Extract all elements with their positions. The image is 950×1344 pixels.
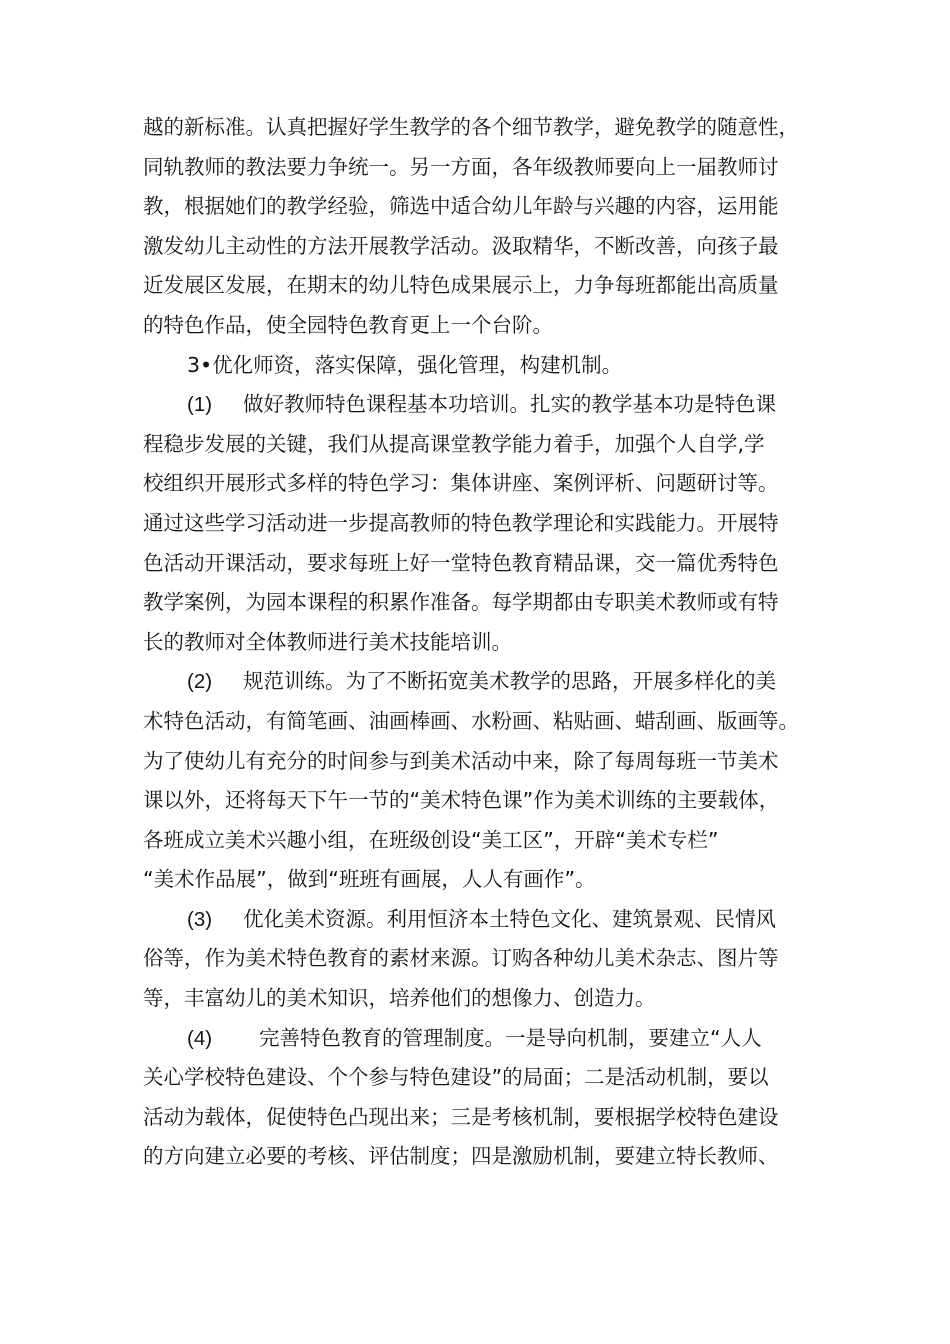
paragraph-line: 越的新标准。认真把握好学生教学的各个细节教学，避免教学的随意性， <box>143 115 799 139</box>
paragraph-line: 激发幼儿主动性的方法开展教学活动。汲取精华，不断改善，向孩子最 <box>143 233 779 258</box>
paragraph-line: 通过这些学习活动进一步提高教师的特色教学理论和实践能力。开展特 <box>143 510 779 535</box>
item-3-first-line <box>143 900 818 940</box>
paragraph-line: 的特色作品，使全园特色教育更上一个台阶。 <box>143 312 553 337</box>
paragraph-line: 教，根据她们的教学经验，筛选中适合幼儿年龄与兴趣的内容，运用能 <box>143 194 779 219</box>
paragraph-line: 教学案例，为园本课程的积累作准备。每学期都由专职美术教师或有特 <box>143 590 779 615</box>
paragraph-line: 各班成立美术兴趣小组，在班级创设“美工区”，开辟“美术专栏” <box>143 827 719 852</box>
item-text: 完善特色教育的管理制度。一是导向机制，要建立“人人 <box>259 1025 762 1050</box>
paragraph-line: 等，丰富幼儿的美术知识，培养他们的想像力、创造力。 <box>143 986 656 1011</box>
paragraph-line: 校组织开展形式多样的特色学习：集体讲座、案例评析、问题研讨等。 <box>143 471 779 496</box>
item-number: (2) <box>187 670 213 694</box>
item-text: 优化美术资源。利用恒济本土特色文化、建筑景观、民情风 <box>243 906 776 931</box>
paragraph-line: 近发展区发展，在期末的幼儿特色成果展示上，力争每班都能出高质量 <box>143 273 779 298</box>
item-1-first-line <box>143 385 818 425</box>
item-4-first-line <box>143 1019 818 1059</box>
item-text: 做好教师特色课程基本功培训。扎实的教学基本功是特色课 <box>243 392 776 417</box>
paragraph-line: “美术作品展”，做到“班班有画展，人人有画作”。 <box>143 867 596 892</box>
paragraph-line: 俗等，作为美术特色教育的素材来源。订购各种幼儿美术杂志、图片等 <box>143 946 779 971</box>
paragraph-line: 为了使幼儿有充分的时间参与到美术活动中来，除了每周每班一节美术 <box>143 748 779 773</box>
item-number: (4) <box>187 1026 213 1050</box>
paragraph-line: 长的教师对全体教师进行美术技能培训。 <box>143 629 512 654</box>
item-number: (3) <box>187 907 213 931</box>
item-text: 规范训练。为了不断拓宽美术教学的思路，开展多样化的美 <box>243 669 776 694</box>
paragraph-line: 程稳步发展的关键，我们从提高课堂教学能力着手，加强个人自学,学 <box>143 431 765 456</box>
paragraph-line: 关心学校特色建设、个个参与特色建设”的局面；二是活动机制，要以 <box>143 1065 769 1090</box>
paragraph-line: 术特色活动，有简笔画、油画棒画、水粉画、粘贴画、蜡刮画、版画等。 <box>143 708 799 733</box>
paragraph-line: 课以外，还将每天下午一节的“美术特色课”作为美术训练的主要载体， <box>143 788 780 813</box>
item-number: (1) <box>187 393 213 417</box>
body-text <box>143 108 818 1177</box>
section-heading: 3•优化师资，落实保障，强化管理，构建机制。 <box>187 352 623 377</box>
paragraph-line: 活动为载体，促使特色凸现出来；三是考核机制，要根据学校特色建设 <box>143 1104 779 1129</box>
paragraph-line: 的方向建立必要的考核、评估制度；四是激励机制，要建立特长教师、 <box>143 1144 779 1169</box>
paragraph-line: 色活动开课活动，要求每班上好一堂特色教育精品课，交一篇优秀特色 <box>143 550 779 575</box>
paragraph-line: 同轨教师的教法要力争统一。另一方面，各年级教师要向上一届教师讨 <box>143 154 779 179</box>
item-2-first-line <box>143 662 818 702</box>
